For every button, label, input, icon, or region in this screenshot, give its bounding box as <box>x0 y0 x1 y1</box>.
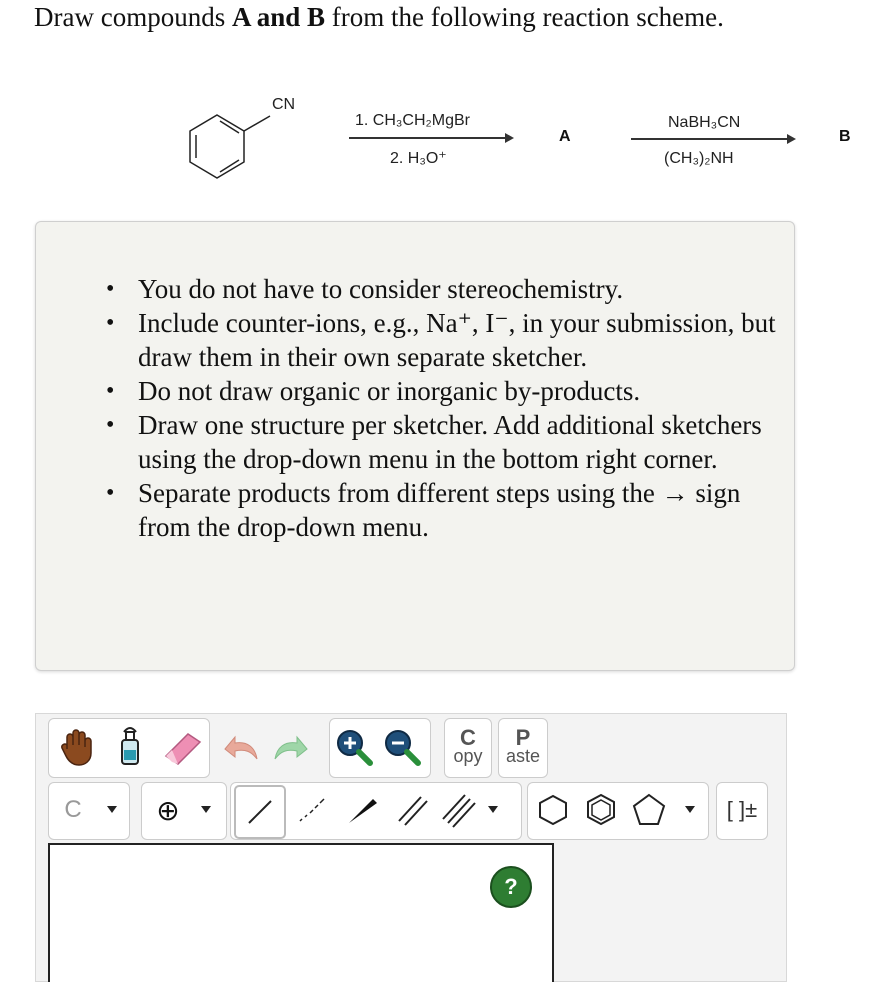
copy-label-small: opy <box>453 746 483 766</box>
step2-reagent-bottom: (CH₃)₂NH <box>664 150 734 167</box>
paste-button-label <box>498 722 548 772</box>
hashed-bond-icon[interactable] <box>287 785 335 835</box>
step1-arrow <box>349 137 512 139</box>
instruction-item: • You do not have to consider stereochemistry. <box>138 272 778 306</box>
step2-reagent-top: NaBH₃CN <box>668 114 741 131</box>
question-bold: A and B <box>231 2 326 32</box>
benzene-icon[interactable] <box>578 785 624 835</box>
reaction-scheme <box>0 90 886 200</box>
step1-reagent-bottom: 2. H₃O⁺ <box>390 150 447 167</box>
copy-label-big: C <box>460 725 476 750</box>
instruction-item: • Do not draw organic or inorganic by-products. <box>138 374 778 408</box>
zoom-out-icon[interactable] <box>379 722 425 772</box>
triple-bond-icon[interactable] <box>434 785 482 835</box>
step2-arrow <box>631 138 794 140</box>
hand-pan-icon[interactable] <box>52 722 100 772</box>
wedge-bond-icon[interactable] <box>338 785 386 835</box>
bracket-icon: [ ]± <box>726 797 758 822</box>
paste-label-small: aste <box>505 746 541 766</box>
undo-icon[interactable] <box>216 722 264 772</box>
bond-dropdown-icon[interactable] <box>488 806 498 813</box>
eraser-bottle-icon[interactable] <box>104 722 154 772</box>
step1-reagent-top: 1. CH₃CH₂MgBr <box>355 112 470 129</box>
instructions-panel <box>35 221 795 671</box>
instruction-item: • Include counter-ions, e.g., Na⁺, I⁻, in your submission, but draw them in their own separate sketcher. <box>138 306 778 374</box>
compound-a-label: A <box>559 128 571 145</box>
redo-icon[interactable] <box>268 722 316 772</box>
zoom-in-icon[interactable] <box>331 722 377 772</box>
single-bond-icon[interactable] <box>234 785 286 839</box>
question-prompt <box>34 0 794 34</box>
instructions-list <box>36 272 778 544</box>
question-suffix: from the following reaction scheme. <box>325 2 724 32</box>
copy-button-label <box>444 722 492 772</box>
double-bond-icon[interactable] <box>388 785 436 835</box>
drawing-canvas[interactable] <box>48 843 554 982</box>
paste-label-big: P <box>515 725 531 750</box>
eraser-icon[interactable] <box>158 722 208 772</box>
question-prefix: Draw compounds <box>34 2 232 32</box>
compound-b-label: B <box>839 128 851 145</box>
atom-label: C <box>64 796 82 823</box>
cyclopentane-icon[interactable] <box>626 785 672 835</box>
nitrile-label: CN <box>272 96 296 113</box>
instruction-item: • Draw one structure per sketcher. Add additional sketchers using the drop-down menu in the bottom right corner. <box>138 408 778 476</box>
cyclohexane-icon[interactable] <box>530 785 576 835</box>
atom-dropdown-icon[interactable] <box>107 806 117 813</box>
ring-dropdown-icon[interactable] <box>685 806 695 813</box>
charge-icon: ⊕ <box>156 794 180 826</box>
charge-dropdown-icon[interactable] <box>201 806 211 813</box>
help-button[interactable]: ? <box>490 866 532 908</box>
instruction-item: • Separate products from different steps using the → sign from the drop-down menu. <box>138 476 778 544</box>
